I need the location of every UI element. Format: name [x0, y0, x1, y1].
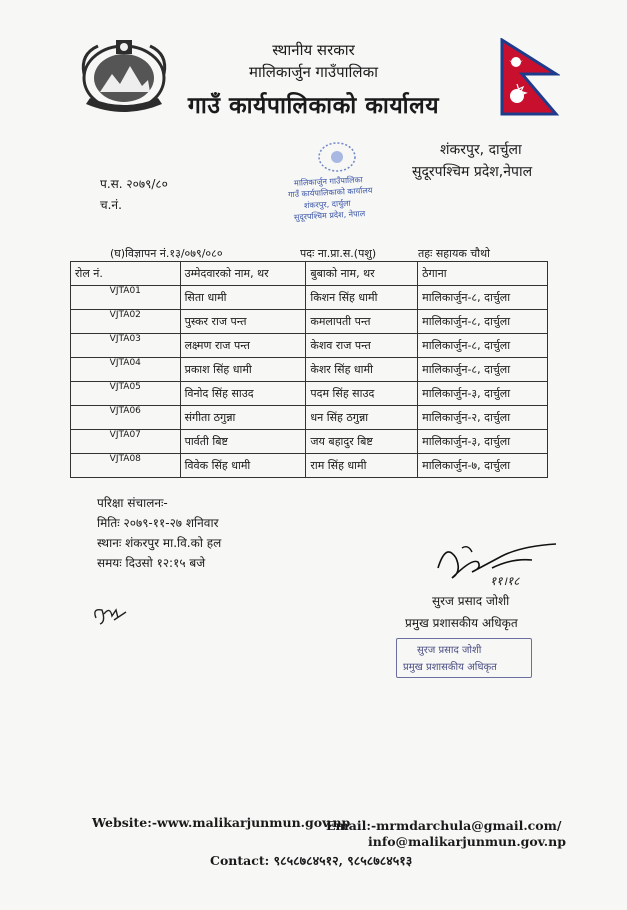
- stamp-name: सुरज प्रसाद जोशी: [417, 645, 482, 656]
- table-row: [71, 382, 548, 406]
- stamp-line-3: शंकरपुर, दार्चुला: [303, 198, 351, 211]
- address: मालिकार्जुन-७, दार्चुला: [418, 454, 548, 478]
- header-father-name: बुबाको नाम, थर: [306, 262, 418, 286]
- dispatch-number: च.नं.: [100, 198, 122, 212]
- roll-number: VJTA07: [71, 430, 181, 454]
- address-line-1: शंकरपुर, दार्चुला: [440, 142, 522, 158]
- candidate-name: विनोद सिंह साउद: [180, 382, 306, 406]
- signatory-title: प्रमुख प्रशासकीय अधिकृत: [405, 616, 518, 630]
- address: मालिकार्जुन-३, दार्चुला: [418, 430, 548, 454]
- candidate-name: प्रकाश सिंह धामी: [180, 358, 306, 382]
- roll-number: VJTA05: [71, 382, 181, 406]
- exam-date: मितिः २०७९-११-२७ शनिवार: [97, 516, 219, 530]
- candidate-name: संगीता ठगुन्ना: [180, 406, 306, 430]
- office-stamp: [280, 140, 400, 230]
- table-row: [71, 454, 548, 478]
- father-name: कमलापती पन्त: [306, 310, 418, 334]
- candidate-name: लक्ष्मण राज पन्त: [180, 334, 306, 358]
- table-row: [71, 334, 548, 358]
- address: मालिकार्जुन-८, दार्चुला: [418, 334, 548, 358]
- letter-number: प.स. २०७९/८०: [100, 177, 168, 191]
- table-header-row: [71, 262, 548, 286]
- footer-contact: Contact: ९८५८७८४५१२, ९८५८७८४५१३: [210, 853, 413, 868]
- table-row: [71, 358, 548, 382]
- exam-heading: परिक्षा संचालनः-: [97, 496, 168, 510]
- header-address: ठेगाना: [418, 262, 548, 286]
- footer-email-2: info@malikarjunmun.gov.np: [368, 834, 566, 849]
- father-name: पदम सिंह साउद: [306, 382, 418, 406]
- header-government: स्थानीय सरकार: [272, 41, 355, 59]
- footer-email: Email:-mrmdarchula@gmail.com/: [326, 818, 562, 833]
- roll-number: VJTA01: [71, 286, 181, 310]
- post-level: तहः सहायक चौथो: [418, 247, 490, 260]
- candidate-name: सिता धामी: [180, 286, 306, 310]
- stamp-line-4: सुदूरपश्चिम प्रदेश, नेपाल: [293, 209, 366, 222]
- father-name: केशर सिंह धामी: [306, 358, 418, 382]
- advertisement-number: (घ)विज्ञापन नं.१३/०७९/०८०: [110, 247, 223, 260]
- signatory-name: सुरज प्रसाद जोशी: [432, 594, 510, 608]
- roll-number: VJTA02: [71, 310, 181, 334]
- signature-date: ११।१८: [490, 574, 520, 588]
- father-name: केशव राज पन्त: [306, 334, 418, 358]
- signatory-stamp: [396, 638, 532, 678]
- post-name: पदः ना.प्रा.स.(पशु): [300, 247, 377, 260]
- header-office-title: गाउँ कार्यपालिकाको कार्यालय: [187, 93, 440, 119]
- address: मालिकार्जुन-३, दार्चुला: [418, 382, 548, 406]
- roll-number: VJTA04: [71, 358, 181, 382]
- table-row: [71, 286, 548, 310]
- exam-time: समयः दिउसो १२:१५ बजे: [97, 556, 206, 570]
- stamp-emblem-icon: [302, 140, 372, 174]
- roll-number: VJTA06: [71, 406, 181, 430]
- stamp-line-1: मालिकार्जुन गाउँपालिका: [293, 175, 363, 188]
- father-name: राम सिंह धामी: [306, 454, 418, 478]
- father-name: जय बहादुर बिष्ट: [306, 430, 418, 454]
- table-row: [71, 430, 548, 454]
- father-name: धन सिंह ठगुन्ना: [306, 406, 418, 430]
- header-roll-no: रोल नं.: [71, 262, 181, 286]
- table-row: [71, 406, 548, 430]
- address: मालिकार्जुन-८, दार्चुला: [418, 358, 548, 382]
- roll-number: VJTA08: [71, 454, 181, 478]
- footer-website: Website:-www.malikarjunmun.gov.np: [92, 815, 351, 830]
- father-name: किशन सिंह धामी: [306, 286, 418, 310]
- address: मालिकार्जुन-२, दार्चुला: [418, 406, 548, 430]
- address: मालिकार्जुन-८, दार्चुला: [418, 286, 548, 310]
- roll-number: VJTA03: [71, 334, 181, 358]
- initials-icon: [90, 600, 130, 630]
- header-municipality: मालिकार्जुन गाउँपालिका: [249, 63, 378, 81]
- address-line-2: सुदूरपश्चिम प्रदेश,नेपाल: [412, 164, 533, 180]
- stamp-line-2: गाउँ कार्यपालिकाको कार्यालय: [287, 185, 373, 200]
- exam-venue: स्थानः शंकरपुर मा.वि.को हल: [97, 536, 222, 550]
- stamp-title: प्रमुख प्रशासकीय अधिकृत: [403, 662, 497, 673]
- candidate-name: पुस्कर राज पन्त: [180, 310, 306, 334]
- candidate-name: विवेक सिंह धामी: [180, 454, 306, 478]
- address: मालिकार्जुन-८, दार्चुला: [418, 310, 548, 334]
- table-row: [71, 310, 548, 334]
- header-candidate-name: उम्मेदवारको नाम, थर: [180, 262, 306, 286]
- candidate-name: पार्वती बिष्ट: [180, 430, 306, 454]
- candidate-table: [70, 261, 548, 478]
